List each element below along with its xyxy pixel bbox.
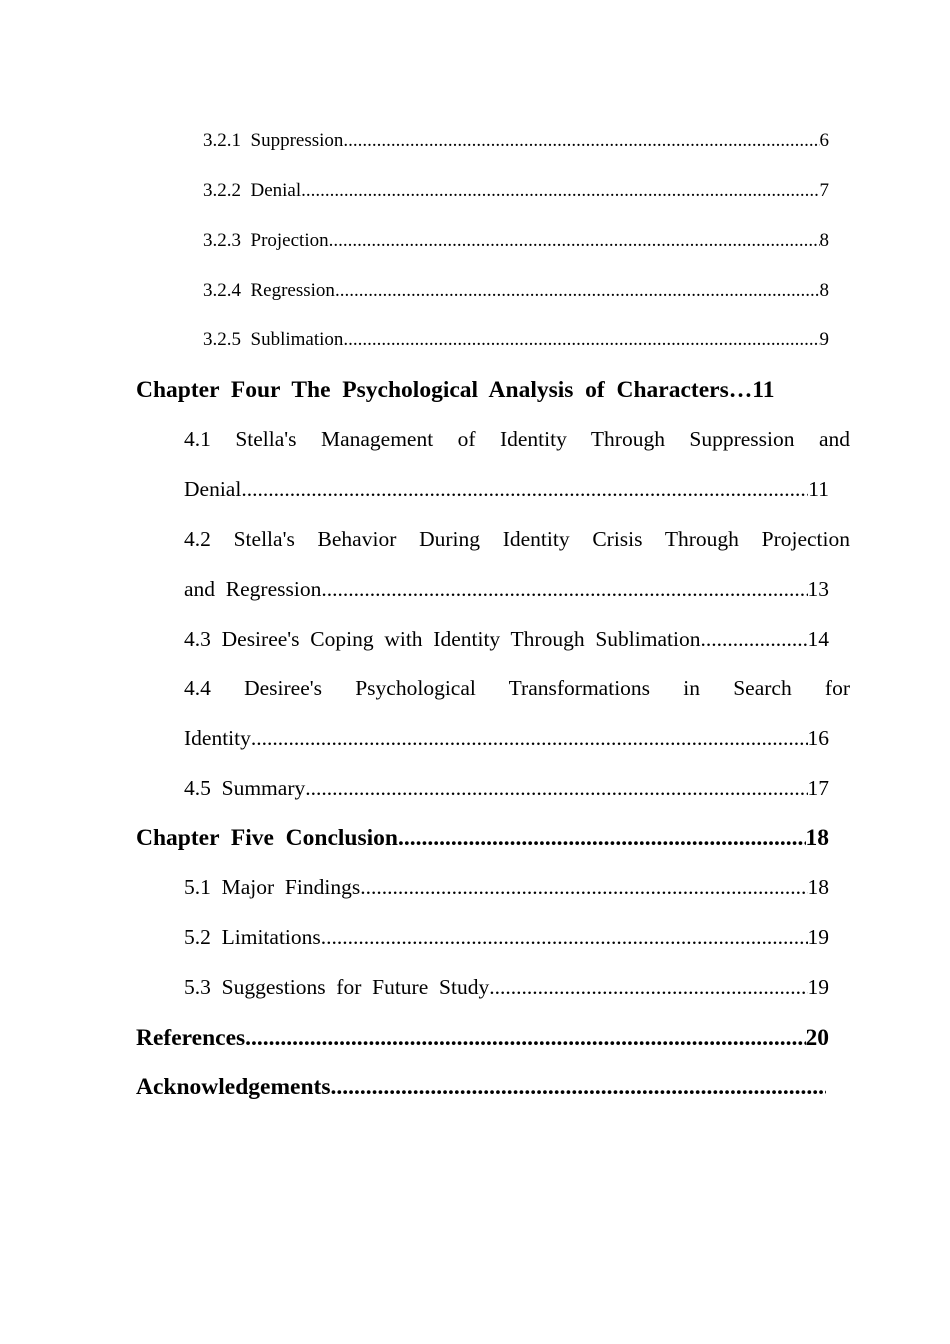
toc-entry-label: 3.2.1 Suppression [203, 130, 344, 151]
toc-page-number: 17 [807, 776, 829, 800]
toc-entry-label: 4.5 Summary [184, 776, 306, 800]
toc-page-number: 6 [819, 130, 829, 151]
toc-page-number: 18 [807, 875, 829, 899]
toc-entry-label: Denial [184, 477, 242, 501]
toc-entry-label: 3.2.4 Regression [203, 280, 335, 301]
toc-entry-chapter-five[interactable] [136, 825, 829, 852]
dot-leader [360, 875, 807, 900]
dot-leader [305, 776, 807, 801]
dot-leader [329, 230, 820, 252]
toc-entry-4-1-line1[interactable]: 4.1 Stella's Management of Identity Through Suppression and [184, 427, 850, 451]
toc-page-number: 11 [752, 377, 775, 403]
dot-leader [343, 130, 819, 152]
toc-entry-label: 3.2.3 Projection [203, 230, 329, 251]
toc-entry-5-1[interactable] [184, 875, 829, 900]
dot-leader [251, 726, 808, 751]
toc-page-number: 18 [805, 825, 829, 851]
dot-leader [398, 825, 806, 852]
toc-page-number: 7 [819, 180, 829, 201]
dot-leader [335, 280, 820, 302]
dot-leader [245, 1025, 805, 1052]
toc-entry-label: Identity [184, 726, 251, 750]
dot-leader [489, 975, 807, 1000]
toc-entry-label: 3.2.5 Sublimation [203, 329, 344, 350]
toc-page-number: 8 [819, 230, 829, 251]
toc-entry-4-2-line1[interactable]: 4.2 Stella's Behavior During Identity Crisis Through Projection [184, 527, 850, 551]
toc-entry-label: Chapter Five Conclusion [136, 825, 398, 851]
toc-page-number: 19 [807, 925, 829, 949]
toc-entry-label: Acknowledgements [136, 1074, 331, 1100]
dot-leader [706, 627, 808, 652]
toc-entry-4-2-line2[interactable] [184, 577, 829, 602]
toc-entry-label: 5.2 Limitations [184, 925, 321, 949]
toc-entry-4-3[interactable] [184, 627, 829, 652]
toc-page-number: 14 [807, 627, 829, 651]
dot-leader [321, 577, 807, 602]
toc-entry-chapter-four[interactable] [136, 377, 829, 404]
toc-entry-label: References [136, 1025, 246, 1051]
toc-entry-references[interactable] [136, 1025, 829, 1052]
toc-page-number: 9 [819, 329, 829, 350]
dot-leader [301, 180, 819, 202]
toc-page-number: 16 [807, 726, 829, 750]
toc-entry-acknowledgements[interactable] [136, 1074, 826, 1101]
dot-leader [331, 1074, 826, 1101]
toc-page-number: 19 [807, 975, 829, 999]
dot-leader [343, 329, 819, 351]
toc-entry-label: 4.3 Desiree's Coping with Identity Through Sublimation. [184, 627, 706, 651]
toc-entry-4-4-line2[interactable] [184, 726, 829, 751]
toc-entry-3-2-3[interactable] [203, 230, 829, 252]
toc-entry-4-5[interactable] [184, 776, 829, 801]
dot-leader [321, 925, 808, 950]
toc-entry-label: 3.2.2 Denial [203, 180, 302, 201]
toc-entry-3-2-5[interactable] [203, 329, 829, 351]
dot-leader [241, 477, 808, 502]
toc-entry-label: 5.3 Suggestions for Future Study [184, 975, 490, 999]
toc-entry-4-1-line2[interactable] [184, 477, 829, 502]
toc-entry-5-3[interactable] [184, 975, 829, 1000]
toc-entry-3-2-4[interactable] [203, 280, 829, 302]
toc-entry-4-4-line1[interactable]: 4.4 Desiree's Psychological Transformations in Search for [184, 676, 850, 700]
toc-page-number: 13 [807, 577, 829, 601]
toc-entry-label: 5.1 Major Findings [184, 875, 361, 899]
toc-entry-3-2-1[interactable] [203, 130, 829, 152]
toc-page-number: 8 [819, 280, 829, 301]
toc-entry-label: Chapter Four The Psychological Analysis of Characters… [136, 377, 753, 403]
toc-entry-3-2-2[interactable] [203, 180, 829, 202]
toc-entry-label: and Regression [184, 577, 322, 601]
toc-entry-5-2[interactable] [184, 925, 829, 950]
toc-page-number: 11 [808, 477, 829, 501]
toc-page-number: 20 [805, 1025, 829, 1051]
